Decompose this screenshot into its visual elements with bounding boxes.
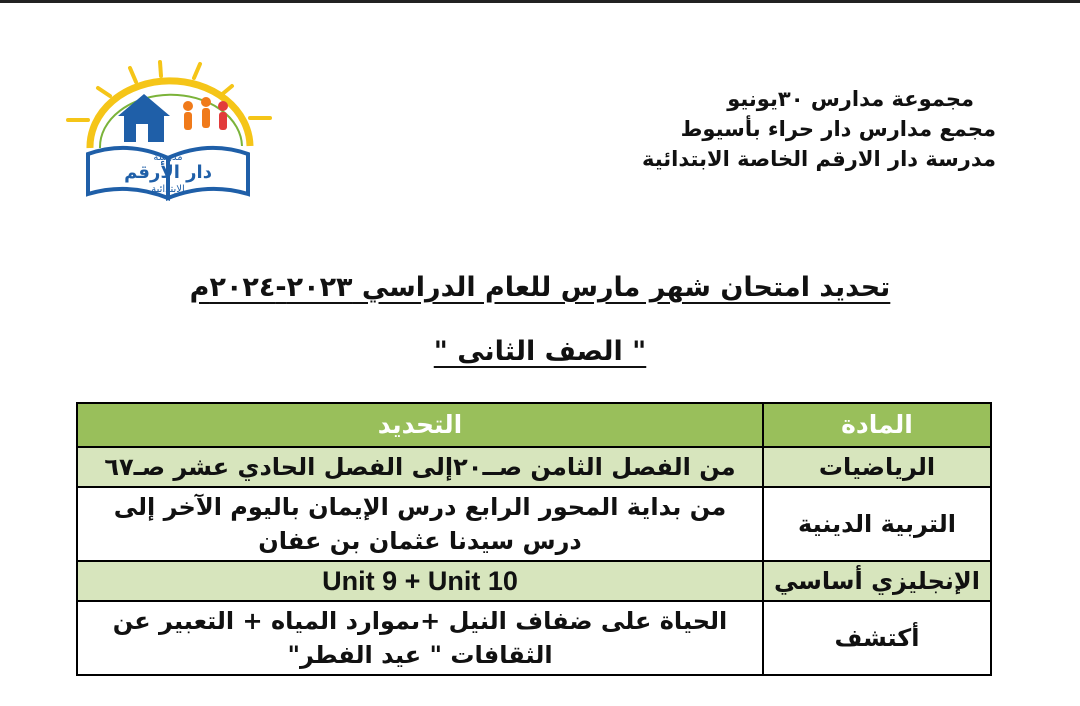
header-line-1: مجموعة مدارس ٣٠يونيو [727, 87, 974, 111]
header-line-2: مجمع مدارس دار حراء بأسيوط [680, 117, 996, 141]
scope-cell: Unit 9 + Unit 10 [77, 561, 763, 601]
subject-cell: أكتشف [763, 601, 991, 675]
subject-cell: الرياضيات [763, 447, 991, 487]
scope-cell: الحياة على ضفاف النيل +ىموارد المياه + التعبير عن الثقافات " عيد الفطر" [77, 601, 763, 675]
table-header-row [77, 403, 991, 447]
school-header [476, 84, 996, 174]
scope-cell: من الفصل الثامن صــ٢٠إلى الفصل الحادي عشر صـ٦٧ [77, 447, 763, 487]
school-logo [60, 58, 275, 208]
logo-text-main: دار الأرقم [124, 162, 212, 183]
column-header-subject: المادة [763, 403, 991, 447]
subject-cell: التربية الدينية [763, 487, 991, 561]
grade-title: " الصف الثانى " [433, 336, 647, 367]
house-icon [118, 94, 170, 142]
header-line-3: مدرسة دار الارقم الخاصة الابتدائية [641, 147, 996, 171]
top-border-line [0, 0, 1080, 3]
column-header-scope: التحديد [77, 403, 763, 447]
logo-text-bottom: الابتدائية [151, 184, 185, 195]
logo-text-top: مدرسة [153, 152, 183, 163]
table-row [77, 601, 991, 675]
scope-cell: من بداية المحور الرابع درس الإيمان باليوم الآخر إلى درس سيدنا عثمان بن عفان [77, 487, 763, 561]
document-title: تحديد امتحان شهر مارس للعام الدراسي ٢٠٢٣-٢٠٢٤م [189, 272, 891, 303]
table-row [77, 561, 991, 601]
children-icon [183, 97, 228, 130]
table-row [77, 487, 991, 561]
table-row [77, 447, 991, 487]
exam-scope-table [76, 402, 992, 676]
subject-cell: الإنجليزي أساسي [763, 561, 991, 601]
